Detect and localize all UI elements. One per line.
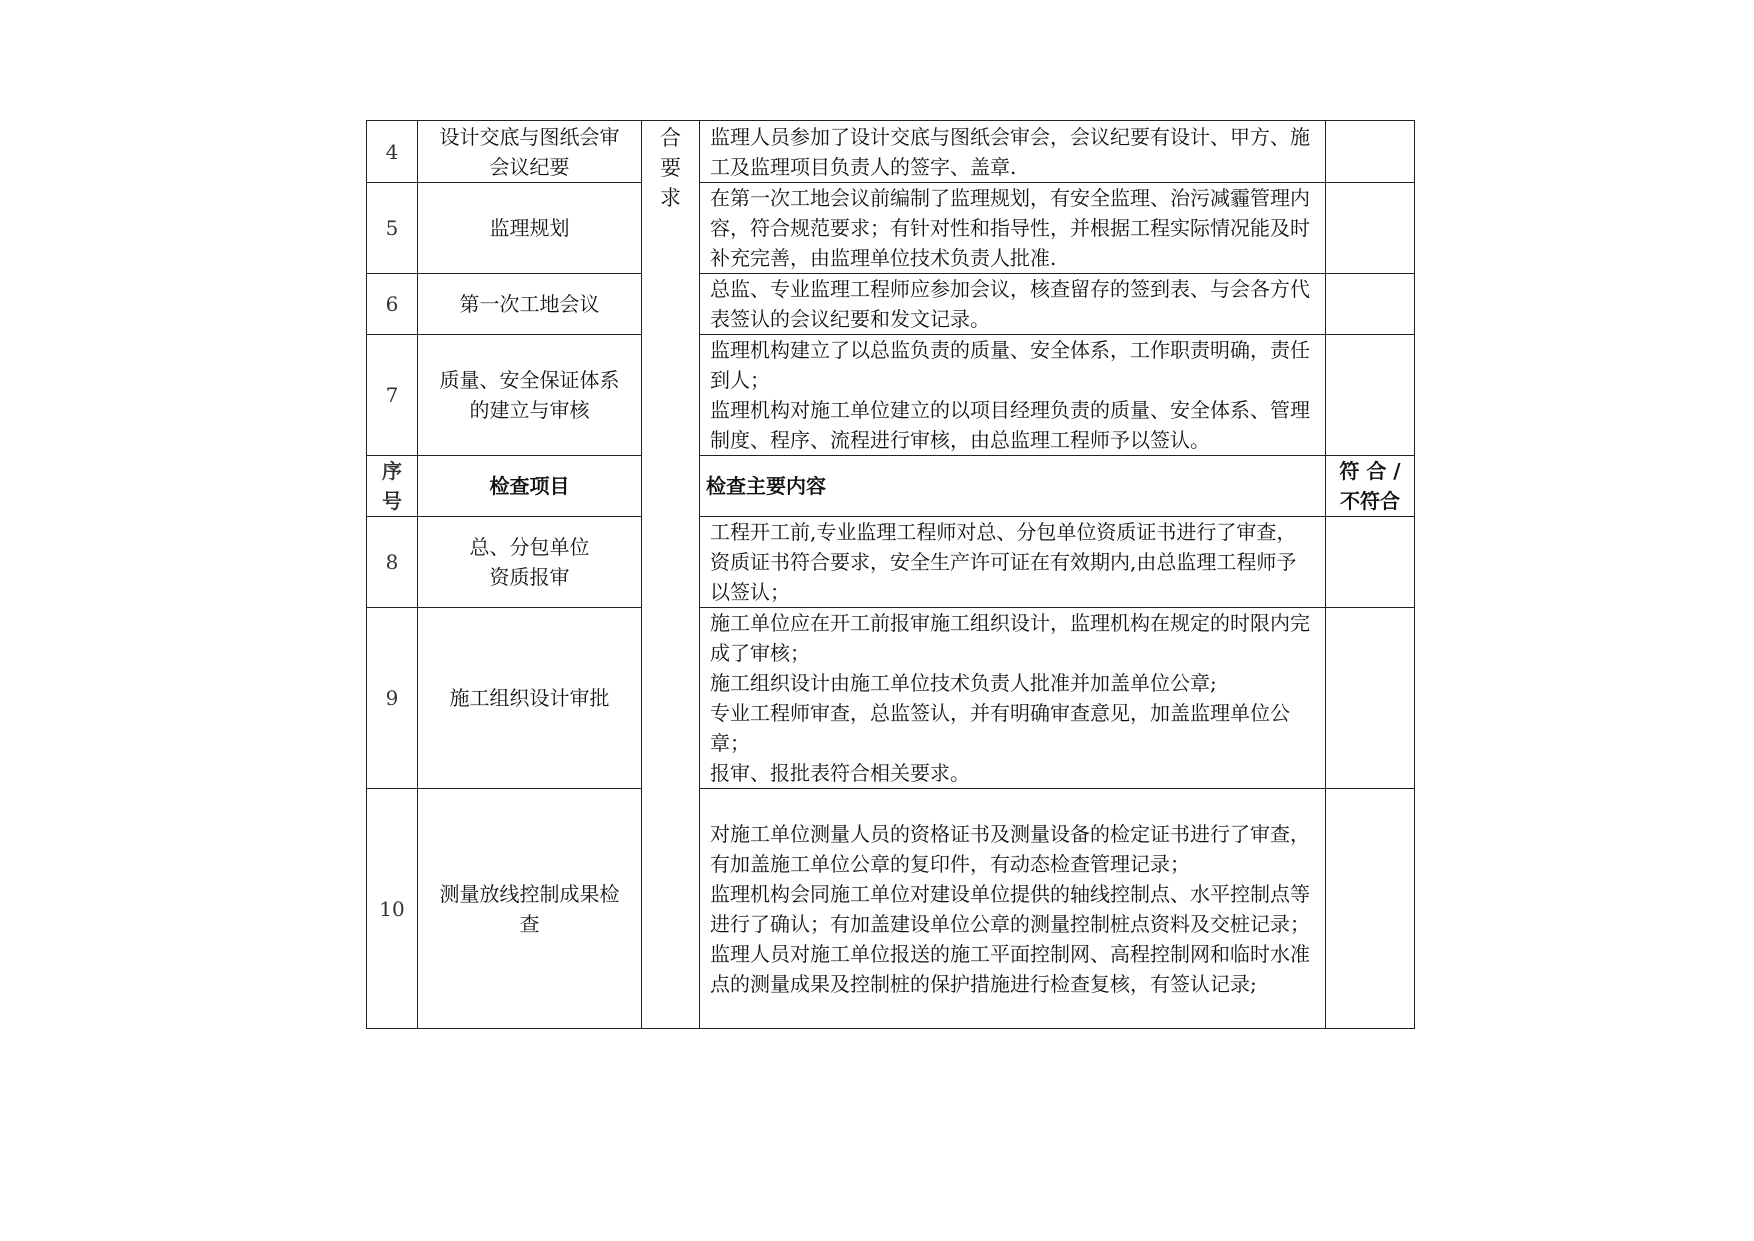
row-content-line: 监理人员参加了设计交底与图纸会审会，会议纪要有设计、甲方、施工及监理项目负责人的签字、盖章. bbox=[710, 124, 1310, 179]
row-content-line: 施工单位应在开工前报审施工组织设计，监理机构在规定的时限内完成了审核； bbox=[710, 611, 1310, 665]
row-content-line: 报审、报批表符合相关要求。 bbox=[710, 761, 970, 785]
row-seq: 6 bbox=[367, 274, 418, 335]
row-content-line: 监理机构对施工单位建立的以项目经理负责的质量、安全体系、管理制度、程序、流程进行审核，由总监理工程师予以签认。 bbox=[710, 398, 1310, 452]
row-result-cell[interactable] bbox=[1326, 335, 1415, 456]
inspection-table bbox=[366, 120, 1415, 1029]
row-content bbox=[700, 121, 1326, 183]
merged-char: 求 bbox=[660, 186, 681, 210]
header-seq bbox=[367, 456, 418, 517]
row-content-line: 对施工单位测量人员的资格证书及测量设备的检定证书进行了审查，有加盖施工单位公章的复印件，有动态检查管理记录； bbox=[710, 821, 1310, 876]
header-result-line: 符 合 / bbox=[1339, 459, 1401, 483]
row-content-line: 总监、专业监理工程师应参加会议，核查留存的签到表、与会各方代表签认的会议纪要和发文记录。 bbox=[710, 277, 1310, 331]
row-item-line: 施工组织设计审批 bbox=[449, 686, 610, 710]
table-row bbox=[367, 121, 1415, 183]
row-item-line: 质量、安全保证体系 bbox=[439, 368, 620, 392]
row-content-line: 监理机构建立了以总监负责的质量、安全体系，工作职责明确，责任到人； bbox=[710, 338, 1310, 392]
row-result-cell[interactable] bbox=[1326, 274, 1415, 335]
row-item-line: 的建立与审核 bbox=[469, 398, 590, 422]
row-content bbox=[700, 335, 1326, 456]
row-result-cell[interactable] bbox=[1326, 183, 1415, 274]
row-result-cell[interactable] bbox=[1326, 517, 1415, 608]
table-row bbox=[367, 274, 1415, 335]
table-row bbox=[367, 789, 1415, 1029]
row-result-cell[interactable] bbox=[1326, 608, 1415, 789]
requirement-merged-cell bbox=[642, 121, 700, 1029]
row-content-line: 专业工程师审查，总监签认，并有明确审查意见，加盖监理单位公章； bbox=[710, 701, 1290, 755]
row-seq: 7 bbox=[367, 335, 418, 456]
table-row bbox=[367, 608, 1415, 789]
row-seq: 9 bbox=[367, 608, 418, 789]
row-seq: 4 bbox=[367, 121, 418, 183]
row-seq: 5 bbox=[367, 183, 418, 274]
row-result-cell[interactable] bbox=[1326, 121, 1415, 183]
row-item bbox=[418, 335, 642, 456]
row-content bbox=[700, 274, 1326, 335]
row-item bbox=[418, 517, 642, 608]
row-content-line: 监理人员对施工单位报送的施工平面控制网、高程控制网和临时水准点的测量成果及控制桩的保护措施进行检查复核，有签认记录; bbox=[710, 941, 1310, 996]
row-seq: 8 bbox=[367, 517, 418, 608]
row-item-line: 设计交底与图纸会审 bbox=[439, 124, 620, 149]
merged-char: 合 bbox=[660, 126, 681, 150]
row-item bbox=[418, 608, 642, 789]
row-item-line: 总、分包单位 bbox=[469, 535, 590, 559]
row-content bbox=[700, 608, 1326, 789]
table-row bbox=[367, 183, 1415, 274]
row-content-line: 在第一次工地会议前编制了监理规划，有安全监理、治污减霾管理内容，符合规范要求；有针对性和指导性，并根据工程实际情况能及时补充完善，由监理单位技术负责人批准. bbox=[710, 186, 1310, 270]
row-item-line: 资质报审 bbox=[489, 565, 570, 589]
header-item: 检查项目 bbox=[418, 456, 642, 517]
table-row bbox=[367, 335, 1415, 456]
row-content bbox=[700, 789, 1326, 1029]
header-seq-line: 号 bbox=[382, 489, 402, 513]
row-item-line: 会议纪要 bbox=[489, 154, 570, 179]
row-item bbox=[418, 789, 642, 1029]
header-row bbox=[367, 456, 1415, 517]
row-item bbox=[418, 121, 642, 183]
header-seq-line: 序 bbox=[382, 459, 402, 483]
row-content-line: 工程开工前,专业监理工程师对总、分包单位资质证书进行了审查，资质证书符合要求，安全生产许可证在有效期内,由总监理工程师予以签认； bbox=[710, 520, 1297, 604]
row-item-line: 第一次工地会议 bbox=[459, 292, 600, 316]
header-result bbox=[1326, 456, 1415, 517]
row-item-line: 测量放线控制成果检 bbox=[439, 881, 620, 906]
row-content bbox=[700, 517, 1326, 608]
row-result-cell[interactable] bbox=[1326, 789, 1415, 1029]
row-seq: 10 bbox=[367, 789, 418, 1029]
row-content bbox=[700, 183, 1326, 274]
table-row bbox=[367, 517, 1415, 608]
row-item-line: 监理规划 bbox=[489, 216, 570, 240]
header-result-line: 不符合 bbox=[1340, 489, 1400, 513]
row-item bbox=[418, 183, 642, 274]
row-content-line: 施工组织设计由施工单位技术负责人批准并加盖单位公章; bbox=[710, 671, 1217, 695]
row-item-line: 查 bbox=[519, 911, 540, 936]
row-content-line: 监理机构会同施工单位对建设单位提供的轴线控制点、水平控制点等进行了确认；有加盖建设单位公章的测量控制桩点资料及交桩记录； bbox=[710, 881, 1310, 936]
row-item bbox=[418, 274, 642, 335]
header-main-content: 检查主要内容 bbox=[700, 456, 1326, 517]
merged-char: 要 bbox=[660, 156, 681, 180]
